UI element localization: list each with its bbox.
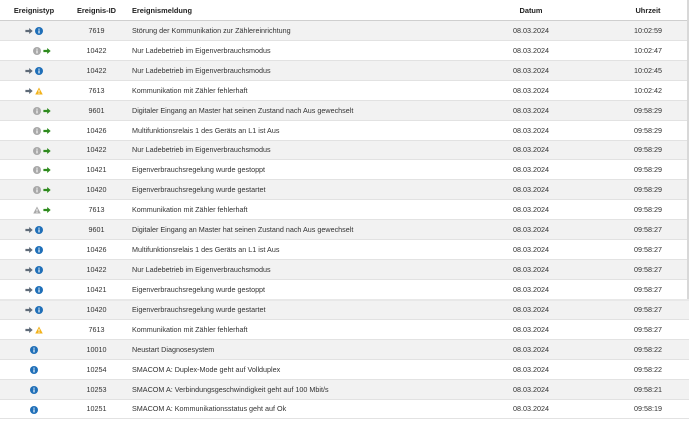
event-id-cell: 10422 [86,145,107,155]
arrow-right-green-icon [43,186,51,194]
event-message-cell: Eigenverbrauchsregelung wurde gestartet [132,185,266,195]
event-type-cell [0,160,68,180]
event-type-icons [25,27,43,35]
info-icon [30,366,38,374]
event-time-cell: 09:58:22 [634,344,662,354]
event-date-cell: 08.03.2024 [513,225,549,235]
table-row[interactable] [0,379,689,399]
event-message-cell: Multifunktionsrelais 1 des Geräts an L1 ist Aus [132,125,280,135]
event-type-icons [30,386,38,394]
header-event-id[interactable]: Ereignis-ID [68,0,125,21]
warning-icon [35,87,43,95]
event-time-cell: 10:02:42 [634,85,662,95]
info-gray-icon [33,166,41,174]
event-time-cell: 09:58:27 [634,225,662,235]
event-message-cell: Nur Ladebetrieb im Eigenverbrauchsmodus [132,65,271,75]
event-time-cell: 09:58:29 [634,185,662,195]
arrow-right-icon [25,27,33,35]
arrow-right-green-icon [43,147,51,155]
event-time-cell: 09:58:21 [634,384,662,394]
event-type-icons [25,306,43,314]
table-row[interactable] [0,60,689,80]
info-icon [35,306,43,314]
event-date-cell: 08.03.2024 [513,364,549,374]
info-icon [35,246,43,254]
table-row[interactable] [0,100,689,120]
event-date-cell: 08.03.2024 [513,304,549,314]
event-id-cell: 10421 [86,165,107,175]
event-type-icons [25,87,43,95]
event-time-cell: 09:58:29 [634,105,662,115]
event-message-cell: Digitaler Eingang an Master hat seinen Zustand nach Aus gewechselt [132,225,354,235]
arrow-right-icon [25,67,33,75]
event-type-icons [33,127,51,135]
info-gray-icon [33,47,41,55]
event-type-cell [0,120,68,140]
header-event-type[interactable]: Ereignistyp [0,0,68,21]
event-date-cell: 08.03.2024 [513,145,549,155]
event-type-icons [33,147,51,155]
event-date-cell: 08.03.2024 [513,205,549,215]
event-time-cell: 09:58:27 [634,245,662,255]
event-date-cell: 08.03.2024 [513,85,549,95]
info-icon [35,286,43,294]
event-type-cell [0,80,68,100]
event-type-cell [0,220,68,240]
event-type-cell [0,359,68,379]
event-type-cell [0,180,68,200]
header-date[interactable]: Datum [470,0,592,21]
event-message-cell: Nur Ladebetrieb im Eigenverbrauchsmodus [132,145,271,155]
event-type-icons [25,326,43,334]
table-row[interactable] [0,80,689,100]
event-message-cell: Digitaler Eingang an Master hat seinen Zustand nach Aus gewechselt [132,105,354,115]
header-time[interactable]: Uhrzeit [592,0,689,21]
event-type-cell [0,200,68,220]
event-type-cell [0,260,68,280]
event-type-cell [0,21,68,41]
event-date-cell: 08.03.2024 [513,45,549,55]
event-message-cell: Kommunikation mit Zähler fehlerhaft [132,85,248,95]
info-gray-icon [33,127,41,135]
event-date-cell: 08.03.2024 [513,344,549,354]
arrow-right-green-icon [43,206,51,214]
table-row[interactable] [0,399,689,419]
event-id-cell: 10426 [86,245,107,255]
event-id-cell: 10421 [86,284,107,294]
event-type-icons [25,246,43,254]
arrow-right-icon [25,266,33,274]
table-row[interactable] [0,21,689,41]
event-message-cell: Nur Ladebetrieb im Eigenverbrauchsmodus [132,45,271,55]
table-row[interactable] [0,40,689,60]
event-id-cell: 10422 [86,65,107,75]
event-time-cell: 09:58:29 [634,125,662,135]
event-message-cell: Kommunikation mit Zähler fehlerhaft [132,324,248,334]
info-icon [30,346,38,354]
info-icon [35,67,43,75]
arrow-right-green-icon [43,47,51,55]
arrow-right-icon [25,226,33,234]
event-time-cell: 09:58:29 [634,205,662,215]
info-gray-icon [33,186,41,194]
event-time-cell: 10:02:59 [634,25,662,35]
event-message-cell: Eigenverbrauchsregelung wurde gestartet [132,304,266,314]
arrow-right-icon [25,306,33,314]
event-type-cell [0,240,68,260]
event-id-cell: 7619 [88,25,105,35]
event-time-cell: 09:58:22 [634,364,662,374]
event-message-cell: Eigenverbrauchsregelung wurde gestoppt [132,284,266,294]
table-row[interactable] [0,279,689,299]
event-type-cell [0,60,68,80]
arrow-right-icon [25,286,33,294]
arrow-right-icon [25,87,33,95]
event-message-cell: Kommunikation mit Zähler fehlerhaft [132,205,248,215]
event-type-icons [25,67,43,75]
event-id-cell: 9601 [88,225,105,235]
event-time-cell: 09:58:27 [634,284,662,294]
event-date-cell: 08.03.2024 [513,105,549,115]
header-event-message[interactable]: Ereignismeldung [125,0,470,21]
event-id-cell: 10251 [86,404,107,414]
event-message-cell: Störung der Kommunikation zur Zählereinrichtung [132,25,291,35]
event-id-cell: 10254 [86,364,107,374]
table-row[interactable] [0,260,689,280]
event-type-icons [33,166,51,174]
event-type-icons [30,366,38,374]
event-message-cell: Eigenverbrauchsregelung wurde gestoppt [132,165,266,175]
event-type-cell [0,40,68,60]
event-id-cell: 7613 [88,85,105,95]
event-id-cell: 10253 [86,384,107,394]
event-id-cell: 10420 [86,304,107,314]
table-row[interactable] [0,180,689,200]
event-message-cell: SMACOM A: Verbindungsgeschwindigkeit geht auf 100 Mbit/s [132,384,329,394]
event-id-cell: 10426 [86,125,107,135]
event-date-cell: 08.03.2024 [513,265,549,275]
event-id-cell: 7613 [88,205,105,215]
arrow-right-icon [25,246,33,254]
info-icon [35,226,43,234]
event-id-cell: 10420 [86,185,107,195]
event-time-cell: 09:58:19 [634,404,662,414]
event-id-cell: 10422 [86,45,107,55]
event-type-icons [33,206,51,214]
event-time-cell: 10:02:45 [634,65,662,75]
table-row[interactable] [0,319,689,339]
table-row[interactable] [0,240,689,260]
event-message-cell: SMACOM A: Kommunikationsstatus geht auf Ok [132,404,287,414]
event-type-cell [0,299,68,319]
table-body [0,21,689,419]
arrow-right-green-icon [43,166,51,174]
event-type-icons [33,47,51,55]
table-row[interactable] [0,220,689,240]
event-time-cell: 09:58:29 [634,145,662,155]
event-time-cell: 09:58:29 [634,165,662,175]
event-time-cell: 10:02:47 [634,45,662,55]
event-date-cell: 08.03.2024 [513,384,549,394]
event-type-icons [25,286,43,294]
table-row[interactable] [0,160,689,180]
event-type-icons [30,346,38,354]
event-id-cell: 10010 [86,344,107,354]
info-icon [35,266,43,274]
event-type-icons [30,406,38,414]
event-time-cell: 09:58:27 [634,324,662,334]
event-type-icons [25,226,43,234]
event-type-cell [0,100,68,120]
event-type-cell [0,399,68,419]
event-message-cell: SMACOM A: Duplex-Mode geht auf Vollduplex [132,364,281,374]
event-date-cell: 08.03.2024 [513,284,549,294]
event-date-cell: 08.03.2024 [513,125,549,135]
table-row[interactable] [0,359,689,379]
event-type-cell [0,319,68,339]
arrow-right-icon [25,326,33,334]
event-type-icons [25,266,43,274]
table-row[interactable] [0,140,689,160]
table-header [0,0,689,21]
event-date-cell: 08.03.2024 [513,185,549,195]
event-id-cell: 10422 [86,265,107,275]
event-date-cell: 08.03.2024 [513,324,549,334]
info-icon [30,406,38,414]
event-type-cell [0,279,68,299]
event-message-cell: Neustart Diagnosesystem [132,344,215,354]
event-date-cell: 08.03.2024 [513,245,549,255]
info-gray-icon [33,147,41,155]
event-date-cell: 08.03.2024 [513,25,549,35]
table-row[interactable] [0,200,689,220]
warning-icon [35,326,43,334]
event-type-icons [33,186,51,194]
divider [0,299,689,301]
event-date-cell: 08.03.2024 [513,65,549,75]
table-row[interactable] [0,120,689,140]
arrow-right-green-icon [43,127,51,135]
event-id-cell: 9601 [88,105,105,115]
event-id-cell: 7613 [88,324,105,334]
info-icon [35,27,43,35]
table-row[interactable] [0,299,689,319]
event-type-cell [0,339,68,359]
arrow-right-green-icon [43,107,51,115]
event-message-cell: Nur Ladebetrieb im Eigenverbrauchsmodus [132,265,271,275]
event-time-cell: 09:58:27 [634,304,662,314]
event-type-icons [33,107,51,115]
event-type-cell [0,379,68,399]
info-icon [30,386,38,394]
event-message-cell: Multifunktionsrelais 1 des Geräts an L1 ist Aus [132,245,280,255]
event-date-cell: 08.03.2024 [513,165,549,175]
info-gray-icon [33,107,41,115]
event-type-cell [0,140,68,160]
table-row[interactable] [0,339,689,359]
warning-gray-icon [33,206,41,214]
event-date-cell: 08.03.2024 [513,404,549,414]
event-time-cell: 09:58:27 [634,265,662,275]
